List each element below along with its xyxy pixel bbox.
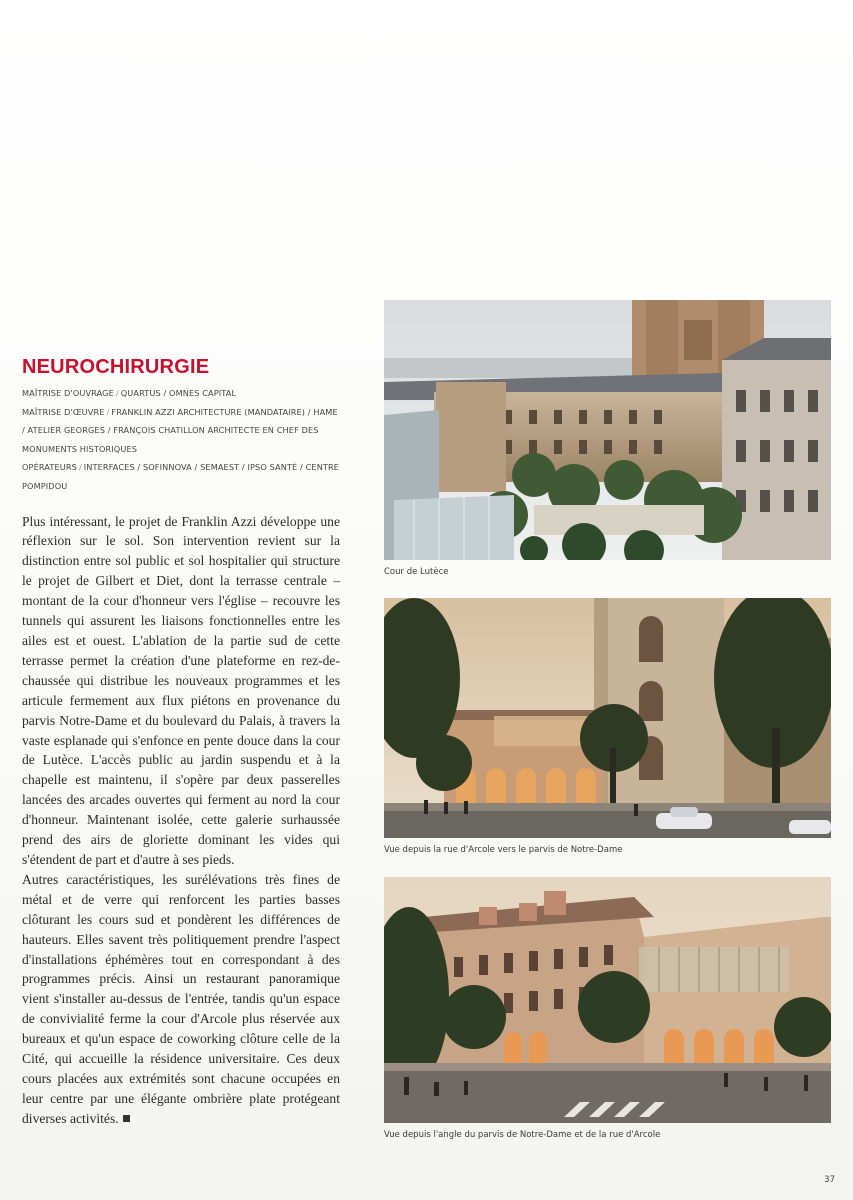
credit-label: MAÎTRISE D'ŒUVRE (22, 406, 105, 417)
paragraph: Plus intéressant, le projet de Franklin Azzi développe une réflexion sur le sol. Son intervention revient sur la distinction entre sol public et sol hospitalier qui structure le projet de Gilbert et Diet, dont la terrasse centrale – montant de la cour d'honneur vers l'église – recouvre les tunnels qui assurent les liaisons fonctionnelles entre les ailes est et ouest. L'ablation de la partie sud de cette terrasse permet la création d'une plateforme en rez-de-chaussée qui distribue les nouveaux programmes et les articule fermement aux flux piétons en provenance du parvis Notre-Dame et du boulevard du Palais, à travers la vaste esplanade qui s'enfonce en pente douce dans la cour de Lutèce. L'accès public au jardin suspendu et à la chapelle est maintenu, il s'opère par deux passerelles lancées des arcades ouvertes qui ferment au nord la cour d'honneur. Maintenant isolée, cette galerie surhaussée prend des airs de gloriette dominant les vides qui s'étendent de part et d'autre à ses pieds. (22, 513, 340, 867)
figure-cour-de-lutece (384, 300, 831, 578)
section-title: NEUROCHIRURGIE (22, 356, 210, 378)
credit-value: QUARTUS / OMNES CAPITAL (120, 388, 237, 398)
credit-value: FRANKLIN AZZI ARCHITECTURE (MANDATAIRE) / HAME / ATELIER GEORGES / FRANÇOIS CHATILLON ARCHITECTE EN CHEF DES MONUMENTS HISTORIQUES (22, 406, 338, 454)
paragraph: Autres caractéristiques, les surélévations très fines de métal et de verre qui renforcent les parties basses clôturant les cours sud et pondèrent les différences de hauteurs. Elles savent très politiquement prendre l'aspect d'installations éphémères tout en correspondant à des programmes précis. Ainsi un restaurant panoramique vient s'installer au-dessus de l'entrée, tandis qu'un espace de convivialité ferme la cour d'Arcole plus réservée aux bureaux et qu'un espace de coworking clôture celle de la Cité, qui accueille la résidence universitaire. Ces deux cours placées aux extrémités sont chacune occupées en leur centre par une élégante ombrière plate protégeant diverses activités. (22, 871, 340, 1126)
render-image-street-view (384, 598, 831, 838)
figure-caption: Vue depuis la rue d'Arcole vers le parvis de Notre-Dame (384, 845, 623, 855)
figure-angle-parvis (384, 877, 831, 1141)
credit-label: OPÉRATEURS (22, 462, 77, 473)
article-body (22, 512, 340, 1129)
figure-caption: Vue depuis l'angle du parvis de Notre-Dame et de la rue d'Arcole (384, 1130, 661, 1140)
page-number: 37 (824, 1175, 835, 1185)
article-column (22, 356, 340, 1129)
render-image-corner-view (384, 877, 831, 1123)
figure-rue-arcole (384, 598, 831, 856)
credits-block: MAÎTRISE D'OUVRAGE / QUARTUS / OMNES CAPITAL MAÎTRISE D'ŒUVRE / FRANKLIN AZZI ARCHITECTURE (MANDATAIRE) / HAME / ATELIER GEORGES / FRANÇOIS CHATILLON ARCHITECTE EN CHEF DES MONUMENTS HISTORIQUES OPÉRATEURS / INTERFACES / SOFINNOVA / SEMAEST / IPSO SANTÉ / CENTRE POMPIDOU (22, 388, 340, 491)
end-mark-icon (123, 1115, 130, 1122)
render-image-courtyard (384, 300, 831, 560)
figure-caption: Cour de Lutèce (384, 567, 449, 577)
credit-label: MAÎTRISE D'OUVRAGE (22, 388, 114, 398)
credit-value: INTERFACES / SOFINNOVA / SEMAEST / IPSO SANTÉ / CENTRE POMPIDOU (22, 462, 340, 491)
